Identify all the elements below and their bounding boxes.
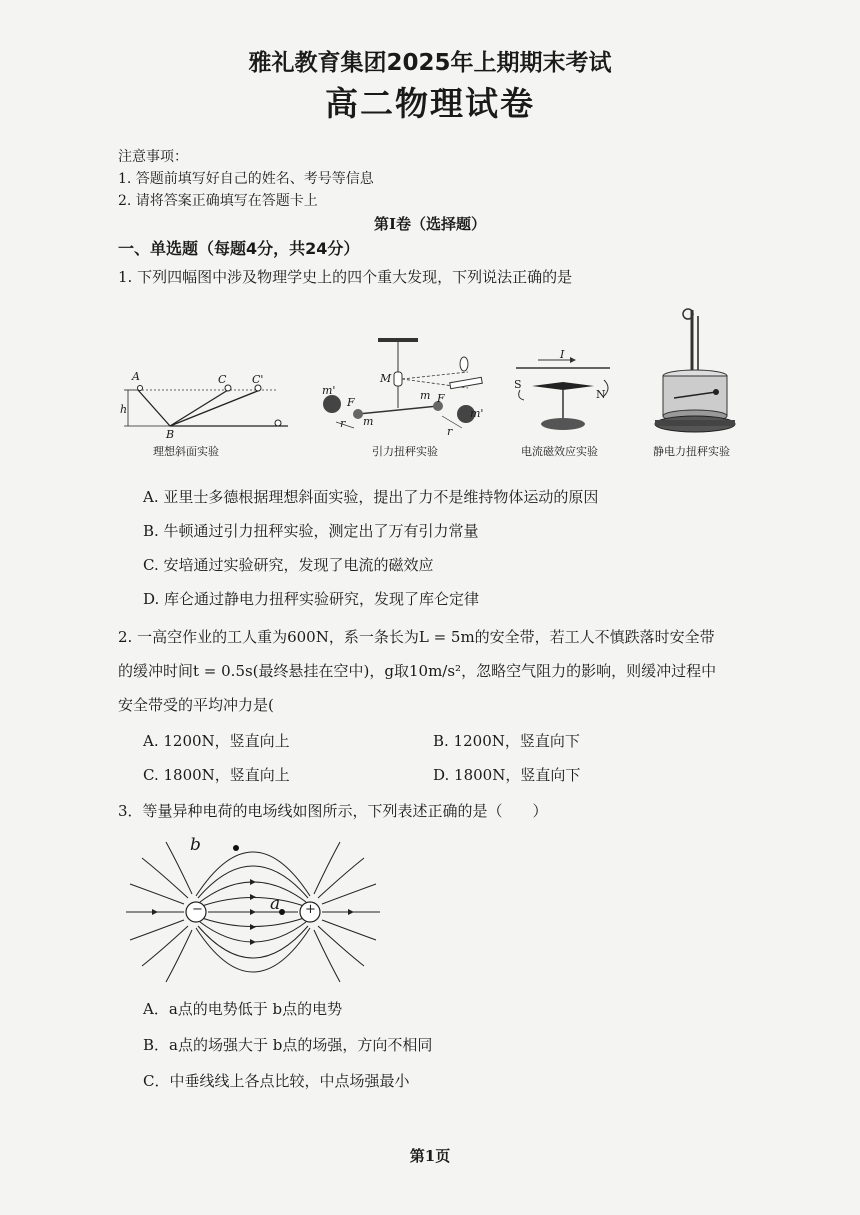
- negative-charge-label: −: [192, 902, 203, 917]
- electric-field-lines-figure: [122, 834, 384, 984]
- q2-stem-line-3: 安全带受的平均冲力是(: [118, 696, 274, 714]
- figure-caption-incline: 理想斜面实验: [153, 445, 219, 458]
- incline-label-a: A: [132, 370, 140, 383]
- q2-option-d: D. 1800N，竖直向下: [433, 766, 581, 784]
- torsion-label-mprime-left: m': [322, 384, 336, 397]
- q1-stem: 1. 下列四幅图中涉及物理学史上的四个重大发现，下列说法正确的是: [118, 268, 573, 286]
- q1-option-a: A. 亚里士多德根据理想斜面实验，提出了力不是维持物体运动的原因: [143, 488, 599, 506]
- notice-item-2: 2. 请将答案正确填写在答题卡上: [118, 193, 318, 209]
- torsion-label-r-right: r: [447, 425, 453, 438]
- q3-option-b: B．a点的场强大于 b点的场强，方向不相同: [143, 1036, 433, 1054]
- q1-option-b: B. 牛顿通过引力扭秤实验，测定出了万有引力常量: [143, 522, 479, 540]
- incline-label-c-prime: C': [252, 373, 264, 386]
- exam-title: 雅礼教育集团2025年上期期末考试: [248, 50, 612, 76]
- part-heading: 一、单选题（每题4分，共24分）: [118, 239, 360, 258]
- coulomb-torsion-figure: [652, 306, 738, 440]
- q2-option-c: C. 1800N，竖直向上: [143, 766, 290, 784]
- current-label-n: N: [596, 388, 606, 401]
- incline-experiment-figure: [118, 360, 298, 440]
- q3-option-a: A．a点的电势低于 b点的电势: [143, 1000, 343, 1018]
- notice-item-1: 1. 答题前填写好自己的姓名、考号等信息: [118, 171, 374, 187]
- incline-label-h: h: [120, 403, 128, 416]
- torsion-label-m-left: m: [363, 415, 374, 428]
- incline-label-c: C: [218, 373, 227, 386]
- torsion-label-m-right: m: [420, 389, 431, 402]
- incline-label-b: B: [166, 428, 175, 441]
- torsion-label-f-right: F: [437, 392, 445, 405]
- figure-caption-current: 电流磁效应实验: [521, 445, 598, 458]
- figure-caption-torsion: 引力扭秤实验: [372, 445, 438, 458]
- q2-option-a: A. 1200N，竖直向上: [143, 732, 290, 750]
- field-point-b-label: b: [190, 835, 201, 855]
- q2-stem-line-1: 2. 一高空作业的工人重为600N，系一条长为L = 5m的安全带，若工人不慎跌落时安全带: [118, 628, 715, 646]
- q1-option-d: D. 库仑通过静电力扭秤实验研究，发现了库仑定律: [143, 590, 480, 608]
- current-label-s: S: [514, 378, 522, 391]
- current-label-i: I: [560, 348, 565, 361]
- section-title: 第Ⅰ卷（选择题）: [373, 215, 487, 233]
- exam-subtitle: 高二物理试卷: [325, 84, 535, 123]
- positive-charge-label: +: [305, 902, 316, 917]
- q2-stem-line-2: 的缓冲时间t = 0.5s(最终悬挂在空中)，g取10m/s²，忽略空气阻力的影响，则缓冲过程中: [118, 662, 717, 680]
- field-point-a-label: a: [270, 894, 281, 914]
- torsion-label-mirror-m: M: [380, 372, 392, 385]
- page-number: 第1页: [409, 1147, 451, 1165]
- q2-option-b: B. 1200N，竖直向下: [433, 732, 580, 750]
- torsion-label-r-left: r: [340, 417, 346, 430]
- torsion-label-f-left: F: [347, 396, 355, 409]
- q3-option-c: C．中垂线线上各点比较，中点场强最小: [143, 1072, 410, 1090]
- q1-option-c: C. 安培通过实验研究，发现了电流的磁效应: [143, 556, 434, 574]
- torsion-label-mprime-right: m': [470, 407, 484, 420]
- figure-caption-coulomb: 静电力扭秤实验: [653, 445, 730, 458]
- q3-stem: 3．等量异种电荷的电场线如图所示，下列表述正确的是（ ）: [118, 802, 548, 820]
- notice-label: 注意事项：: [118, 149, 188, 165]
